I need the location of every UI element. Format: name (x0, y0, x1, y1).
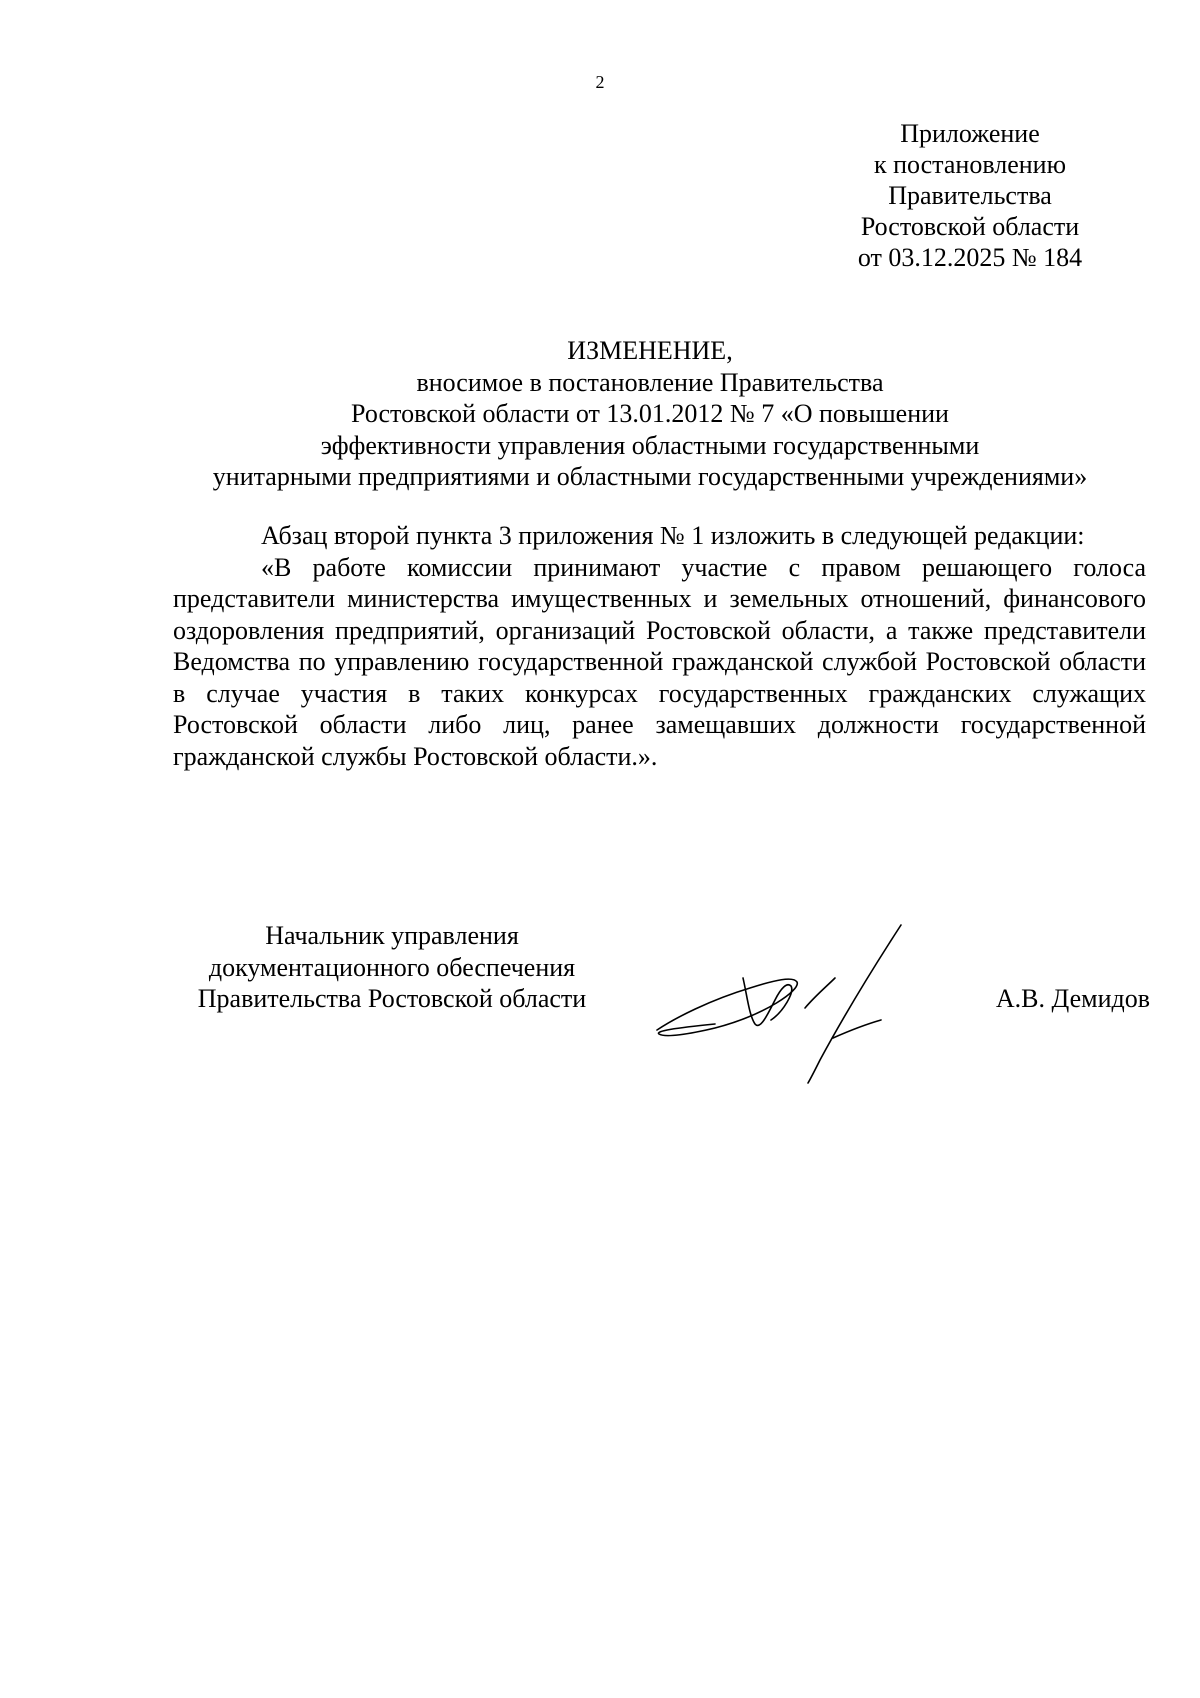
appendix-header (820, 118, 1120, 273)
title-line: эффективности управления областными государственными (320, 430, 980, 460)
appendix-line: от 03.12.2025 № 184 (857, 243, 1083, 272)
signer-position-line: документационного обеспечения (208, 952, 576, 982)
signer-position (172, 920, 612, 1015)
title-line: унитарными предприятиями и областными государственными учреждениями» (212, 462, 1088, 491)
title-heading: ИЗМЕНЕНИЕ, (567, 336, 733, 365)
signer-position-line: Правительства Ростовской области (197, 984, 587, 1013)
title-line: вносимое в постановление Правительства (416, 367, 884, 397)
appendix-line: Приложение (900, 119, 1040, 148)
signer-name: А.В. Демидов (995, 984, 1150, 1013)
appendix-line: Ростовской области (860, 212, 1080, 241)
document-body (173, 520, 1146, 772)
body-paragraph: «В работе комиссии принимают участие с правом решающего голоса представители министерства имущественных и земельных отношений, финансового оздоровления предприятий, организаций Ростовской области, а также представители Ведомства по управлению государственной гражданской службой Ростовской области в случае участия в таких конкурсах государственных гражданских служащих Ростовской области либо лиц, ранее замещавших должности государственной гражданской службы Ростовской области.». (173, 552, 1146, 771)
page-number: 2 (595, 72, 605, 92)
title-line: Ростовской области от 13.01.2012 № 7 «О повышении (351, 399, 949, 428)
signer-position-line: Начальник управления (265, 921, 519, 950)
appendix-line: Правительства (888, 181, 1052, 210)
handwritten-signature (655, 920, 945, 1085)
body-paragraph: Абзац второй пункта 3 приложения № 1 изложить в следующей редакции: (261, 521, 1085, 550)
appendix-line: к постановлению (873, 150, 1067, 179)
document-title (150, 335, 1150, 493)
